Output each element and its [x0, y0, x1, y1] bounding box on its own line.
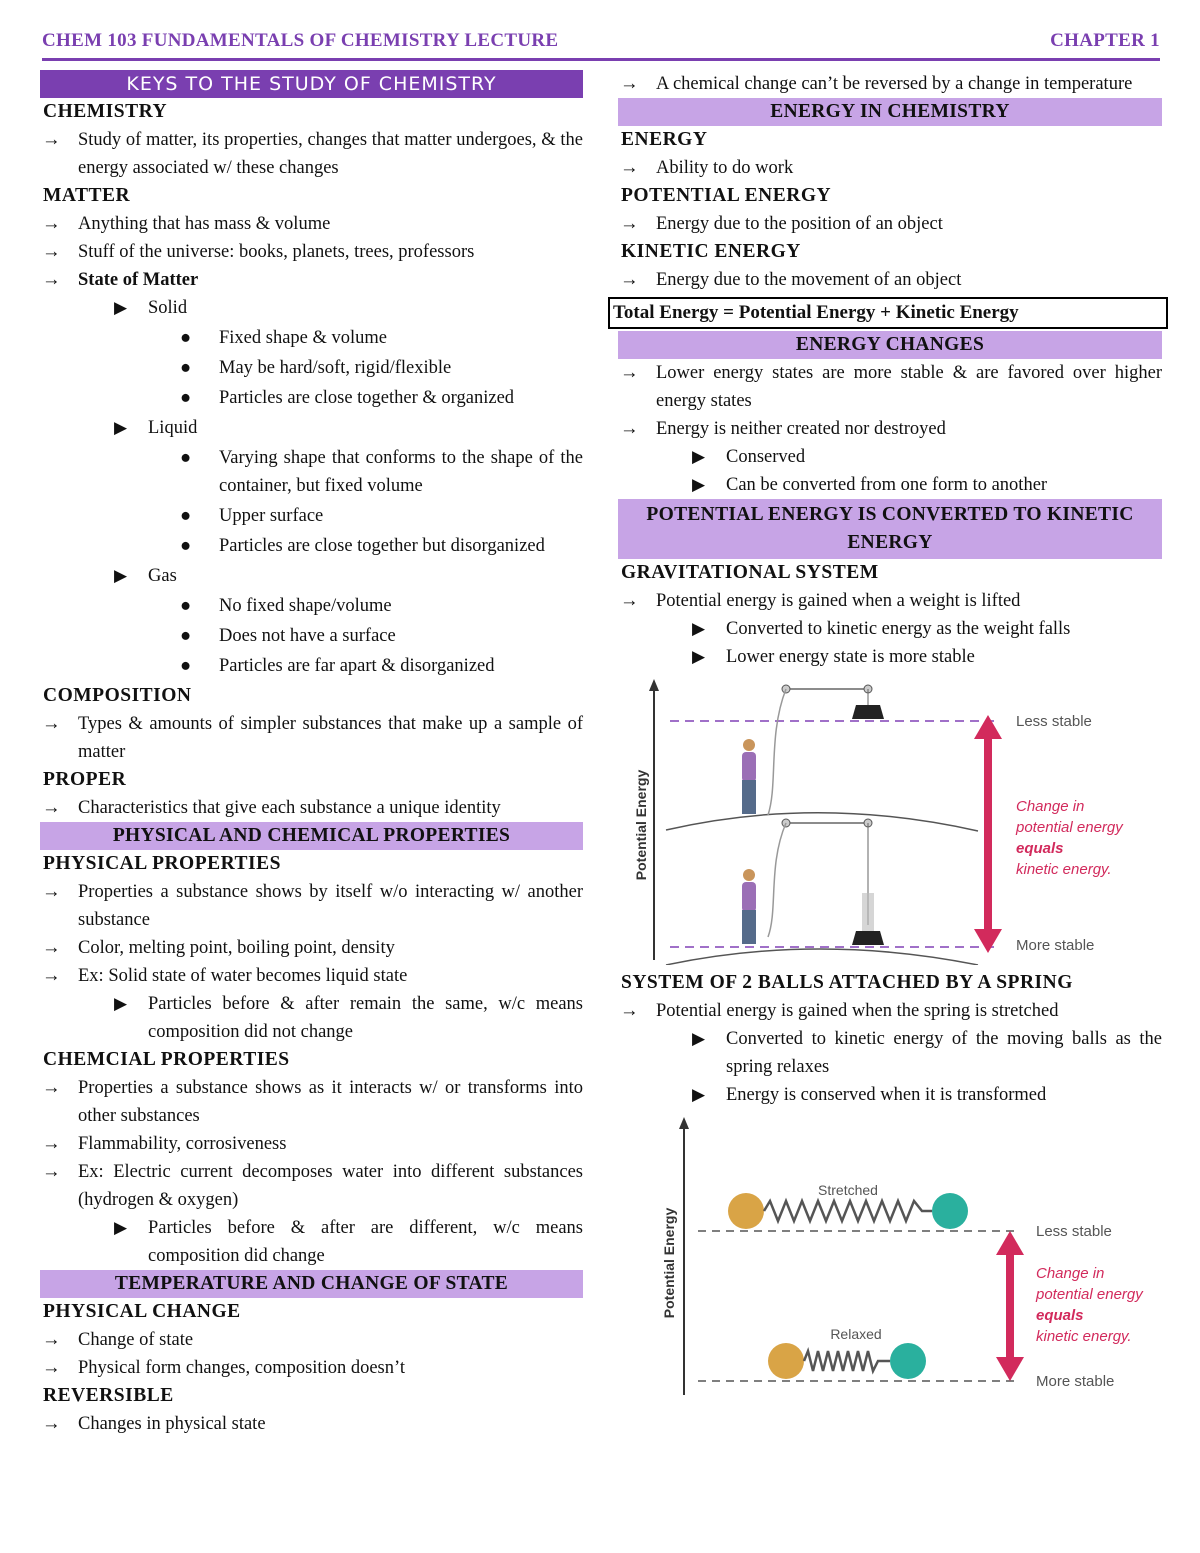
- person-head-icon: [743, 739, 755, 751]
- list-item: [40, 532, 583, 560]
- chemical-point: → Flammability, corrosiveness: [40, 1130, 583, 1158]
- physical-change-point: → Physical form changes, composition doesn’t: [40, 1354, 583, 1382]
- weight-icon: [852, 705, 884, 719]
- right-ball-icon: [932, 1193, 968, 1229]
- right-ball-icon: [890, 1343, 926, 1379]
- motion-blur-icon: [862, 893, 874, 931]
- arrow-up-icon: [974, 715, 1002, 739]
- continued-point: → A chemical change can’t be reversed by a change in temperature: [618, 70, 1162, 98]
- heading-matter: MATTER: [43, 185, 131, 206]
- stretched-spring-icon: [764, 1201, 932, 1221]
- axis-label: Potential Energy: [633, 769, 649, 881]
- weight-icon: [852, 931, 884, 945]
- axis-arrowhead-icon: [679, 1117, 689, 1129]
- state-gas: [40, 562, 583, 590]
- physical-change-point: → Change of state: [40, 1326, 583, 1354]
- state-of-matter: [40, 266, 583, 294]
- triangle-bullet-icon: ▶: [114, 418, 128, 437]
- list-item: [40, 324, 583, 352]
- gravitational-diagram-svg: [618, 675, 1162, 965]
- rope: [768, 823, 786, 937]
- list-item-text: Does not have a surface: [219, 626, 396, 646]
- upper-ground: [666, 813, 978, 831]
- heading-proper: PROPER: [43, 769, 127, 790]
- dot-bullet-icon: ●: [180, 626, 192, 646]
- change-label-line: potential energy: [1016, 819, 1123, 836]
- person-legs-icon: [742, 780, 756, 814]
- gravitational-subpoint: [618, 615, 1162, 643]
- heading-energy: ENERGY: [621, 129, 708, 150]
- list-item: [40, 652, 583, 680]
- course-title: CHEM 103 FUNDAMENTALS OF CHEMISTRY LECTURE: [42, 30, 559, 51]
- dot-bullet-icon: ●: [180, 358, 192, 378]
- physical-point: → Color, melting point, boiling point, density: [40, 934, 583, 962]
- heading-kinetic-energy: KINETIC ENERGY: [621, 241, 801, 262]
- list-item-text: May be hard/soft, rigid/flexible: [219, 358, 452, 378]
- heading-gravitational-system: GRAVITATIONAL SYSTEM: [621, 562, 879, 583]
- section-banner-energy: ENERGY IN CHEMISTRY: [618, 98, 1162, 126]
- subpoint-text: Particles before & after remain the same, w/c means composition did not change: [148, 994, 583, 1042]
- dot-bullet-icon: ●: [180, 506, 192, 526]
- energy-changes-subpoint: [618, 443, 1162, 471]
- section-banner-keys: KEYS TO THE STUDY OF CHEMISTRY: [40, 70, 583, 98]
- spring-subpoint: [618, 1081, 1162, 1109]
- spring-point: → Potential energy is gained when the spring is stretched: [618, 997, 1162, 1025]
- state-gas-label: Gas: [148, 566, 177, 586]
- heading-composition: COMPOSITION: [43, 685, 192, 706]
- dot-bullet-icon: ●: [180, 448, 192, 468]
- triangle-bullet-icon: ▶: [692, 1029, 706, 1048]
- subpoint-text: Converted to kinetic energy as the weight falls: [726, 619, 1071, 639]
- list-item: [40, 384, 583, 412]
- subpoint-text: Particles before & after are different, w/c means composition did change: [148, 1218, 583, 1266]
- list-item-text: Particles are close together but disorganized: [219, 536, 545, 556]
- heading-reversible: REVERSIBLE: [43, 1385, 174, 1406]
- total-energy-equation: Total Energy = Potential Energy + Kinetic Energy: [608, 297, 1168, 329]
- change-label-line: Change in: [1036, 1265, 1105, 1282]
- change-label-line: kinetic energy.: [1036, 1328, 1132, 1345]
- list-item-text: Fixed shape & volume: [219, 328, 388, 348]
- list-item-text: Varying shape that conforms to the shape of the container, but fixed volume: [219, 448, 583, 496]
- page-header: [42, 28, 1160, 61]
- chemistry-definition: → Study of matter, its properties, changes that matter undergoes, & the energy associated w/ these changes: [40, 126, 583, 182]
- dot-bullet-icon: ●: [180, 388, 192, 408]
- left-ball-icon: [768, 1343, 804, 1379]
- person-head-icon: [743, 869, 755, 881]
- more-stable-label: More stable: [1016, 937, 1095, 954]
- state-solid-label: Solid: [148, 298, 188, 318]
- triangle-bullet-icon: ▶: [692, 447, 706, 466]
- list-item: [40, 592, 583, 620]
- reversible-point: → Changes in physical state: [40, 1410, 583, 1438]
- lower-ground: [666, 949, 978, 965]
- physical-point: → Properties a substance shows by itself w/o interacting w/ another substance: [40, 878, 583, 934]
- heading-chemistry: CHEMISTRY: [43, 101, 168, 122]
- left-column: [40, 70, 583, 1438]
- state-of-matter-label: State of Matter: [78, 270, 199, 290]
- potential-energy-definition: → Energy due to the position of an object: [618, 210, 1162, 238]
- section-banner-properties: PHYSICAL AND CHEMICAL PROPERTIES: [40, 822, 583, 850]
- heading-potential-energy: POTENTIAL ENERGY: [621, 185, 832, 206]
- physical-point: → Ex: Solid state of water becomes liquid state: [40, 962, 583, 990]
- triangle-bullet-icon: ▶: [114, 1218, 128, 1237]
- gravitational-diagram: [618, 675, 1162, 965]
- arrow-up-icon: [996, 1231, 1024, 1255]
- gravitational-subpoint: [618, 643, 1162, 671]
- change-label-line: Change in: [1016, 798, 1085, 815]
- spring-subpoint: [618, 1025, 1162, 1081]
- triangle-bullet-icon: ▶: [114, 298, 128, 317]
- rope: [768, 689, 786, 815]
- physical-subpoint: [40, 990, 583, 1046]
- dot-bullet-icon: ●: [180, 536, 192, 556]
- kinetic-energy-definition: → Energy due to the movement of an object: [618, 266, 1162, 294]
- energy-changes-subpoint: [618, 471, 1162, 499]
- less-stable-label: Less stable: [1036, 1223, 1112, 1240]
- list-item-text: No fixed shape/volume: [219, 596, 392, 616]
- proper-definition: → Characteristics that give each substance a unique identity: [40, 794, 583, 822]
- left-ball-icon: [728, 1193, 764, 1229]
- spring-diagram: [618, 1113, 1162, 1398]
- more-stable-label: More stable: [1036, 1373, 1115, 1390]
- change-label-line: equals: [1016, 840, 1064, 857]
- axis-label: Potential Energy: [661, 1207, 677, 1319]
- list-item-text: Upper surface: [219, 506, 324, 526]
- energy-definition: → Ability to do work: [618, 154, 1162, 182]
- composition-definition: → Types & amounts of simpler substances that make up a sample of matter: [40, 710, 583, 766]
- section-banner-temperature: TEMPERATURE AND CHANGE OF STATE: [40, 1270, 583, 1298]
- person-body-icon: [742, 752, 756, 782]
- chemical-point: → Ex: Electric current decomposes water into different substances (hydrogen & oxygen): [40, 1158, 583, 1214]
- list-item: [40, 622, 583, 650]
- triangle-bullet-icon: ▶: [692, 619, 706, 638]
- person-body-icon: [742, 882, 756, 912]
- subpoint-text: Conserved: [726, 447, 806, 467]
- triangle-bullet-icon: ▶: [692, 475, 706, 494]
- stretched-label: Stretched: [818, 1182, 878, 1198]
- dot-bullet-icon: ●: [180, 596, 192, 616]
- arrow-down-icon: [974, 929, 1002, 953]
- list-item: [40, 502, 583, 530]
- list-item-text: Particles are close together & organized: [219, 388, 515, 408]
- chemical-point: → Properties a substance shows as it interacts w/ or transforms into other substances: [40, 1074, 583, 1130]
- subpoint-text: Energy is conserved when it is transformed: [726, 1085, 1047, 1105]
- chemical-subpoint: [40, 1214, 583, 1270]
- heading-physical-properties: PHYSICAL PROPERTIES: [43, 853, 281, 874]
- subpoint-text: Can be converted from one form to another: [726, 475, 1048, 495]
- heading-spring-system: SYSTEM OF 2 BALLS ATTACHED BY A SPRING: [621, 972, 1073, 993]
- section-banner-pe-to-ke: POTENTIAL ENERGY IS CONVERTED TO KINETIC ENERGY: [618, 499, 1162, 559]
- relaxed-label: Relaxed: [830, 1326, 882, 1342]
- heading-chemical-properties: CHEMCIAL PROPERTIES: [43, 1049, 290, 1070]
- less-stable-label: Less stable: [1016, 713, 1092, 730]
- state-solid: [40, 294, 583, 322]
- triangle-bullet-icon: ▶: [692, 1085, 706, 1104]
- dot-bullet-icon: ●: [180, 656, 192, 676]
- list-item: [40, 354, 583, 382]
- dot-bullet-icon: ●: [180, 328, 192, 348]
- change-label-line: kinetic energy.: [1016, 861, 1112, 878]
- right-column: [613, 70, 1162, 1402]
- chapter-label: CHAPTER 1: [1050, 30, 1160, 51]
- change-label-line: potential energy: [1036, 1286, 1143, 1303]
- gravitational-point: → Potential energy is gained when a weight is lifted: [618, 587, 1162, 615]
- matter-point: → Stuff of the universe: books, planets, trees, professors: [40, 238, 583, 266]
- axis-arrowhead-icon: [649, 679, 659, 691]
- triangle-bullet-icon: ▶: [114, 566, 128, 585]
- relaxed-spring-icon: [804, 1351, 890, 1371]
- subpoint-text: Lower energy state is more stable: [726, 647, 975, 667]
- section-banner-energy-changes: ENERGY CHANGES: [618, 331, 1162, 359]
- list-item: [40, 444, 583, 500]
- state-liquid: [40, 414, 583, 442]
- spring-diagram-svg: [618, 1113, 1162, 1398]
- person-legs-icon: [742, 910, 756, 944]
- matter-point: → Anything that has mass & volume: [40, 210, 583, 238]
- state-liquid-label: Liquid: [148, 418, 198, 438]
- arrow-down-icon: [996, 1357, 1024, 1381]
- energy-changes-point: → Energy is neither created nor destroyed: [618, 415, 1162, 443]
- subpoint-text: Converted to kinetic energy of the moving balls as the spring relaxes: [726, 1029, 1162, 1077]
- energy-changes-point: → Lower energy states are more stable & are favored over higher energy states: [618, 359, 1162, 415]
- change-label-line: equals: [1036, 1307, 1084, 1324]
- list-item-text: Particles are far apart & disorganized: [219, 656, 495, 676]
- heading-physical-change: PHYSICAL CHANGE: [43, 1301, 241, 1322]
- triangle-bullet-icon: ▶: [692, 647, 706, 666]
- triangle-bullet-icon: ▶: [114, 994, 128, 1013]
